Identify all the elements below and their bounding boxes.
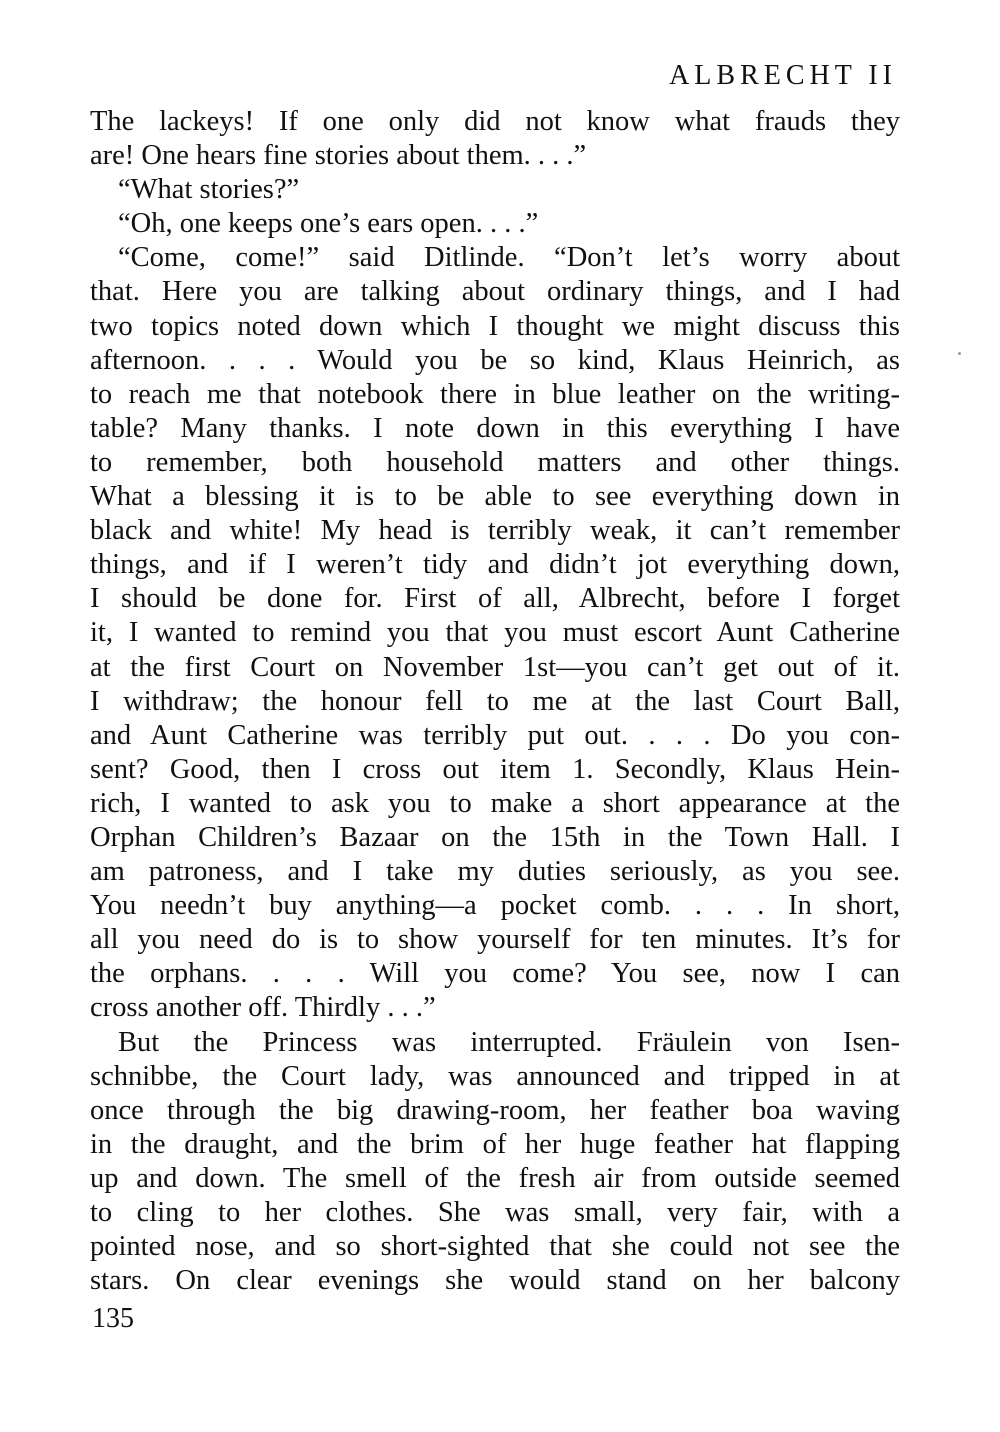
- text-line: that. Here you are talking about ordinary things, and I had: [90, 276, 900, 308]
- text-line: I withdraw; the honour fell to me at the last Court Ball,: [90, 685, 900, 717]
- text-line: in the draught, and the brim of her huge feather hat flapping: [90, 1128, 900, 1160]
- text-line: things, and if I weren’t tidy and didn’t jot everything down,: [90, 549, 900, 581]
- text-line: “What stories?”: [118, 174, 300, 206]
- text-line: “Come, come!” said Ditlinde. “Don’t let’s worry about: [118, 242, 900, 274]
- text-line: The lackeys! If one only did not know what frauds they: [90, 106, 900, 137]
- text-line: What a blessing it is to be able to see everything down in: [90, 481, 900, 513]
- text-line: black and white! My head is terribly weak, it can’t remember: [90, 515, 900, 547]
- text-line: the orphans. . . . Will you come? You see, now I can: [90, 958, 900, 990]
- text-line: table? Many thanks. I note down in this everything I have: [90, 412, 900, 444]
- text-line: stars. On clear evenings she would stand on her balcony: [90, 1265, 900, 1297]
- text-line: once through the big drawing-room, her feather boa waving: [90, 1094, 900, 1126]
- text-line: pointed nose, and so short-sighted that she could not see the: [90, 1231, 900, 1263]
- text-line: are! One hears fine stories about them. . . .”: [90, 140, 587, 172]
- text-line: But the Princess was interrupted. Fräulein von Isen-: [118, 1026, 900, 1058]
- text-line: it, I wanted to remind you that you must escort Aunt Catherine: [90, 617, 900, 649]
- text-line: and Aunt Catherine was terribly put out. . . . Do you con-: [90, 719, 900, 751]
- text-line: I should be done for. First of all, Albrecht, before I forget: [90, 583, 900, 615]
- margin-speck: [958, 352, 961, 355]
- text-line: to reach me that notebook there in blue leather on the writing-: [90, 378, 900, 410]
- text-line: all you need do is to show yourself for ten minutes. It’s for: [90, 924, 900, 956]
- text-line: Orphan Children’s Bazaar on the 15th in the Town Hall. I: [90, 821, 900, 853]
- text-line: to remember, both household matters and other things.: [90, 446, 900, 478]
- text-line: schnibbe, the Court lady, was announced and tripped in at: [90, 1060, 900, 1092]
- text-line: two topics noted down which I thought we might discuss this: [90, 310, 900, 342]
- page-number: 135: [92, 1303, 134, 1334]
- text-line: afternoon. . . . Would you be so kind, Klaus Heinrich, as: [90, 344, 900, 376]
- running-head: ALBRECHT II: [669, 60, 897, 91]
- text-line: to cling to her clothes. She was small, very fair, with a: [90, 1197, 900, 1228]
- text-line: up and down. The smell of the fresh air from outside seemed: [90, 1162, 900, 1194]
- text-line: rich, I wanted to ask you to make a short appearance at the: [90, 787, 900, 819]
- text-line: at the first Court on November 1st—you can’t get out of it.: [90, 651, 900, 683]
- text-line: You needn’t buy anything—a pocket comb. . . . In short,: [90, 890, 900, 922]
- text-line: am patroness, and I take my duties seriously, as you see.: [90, 856, 900, 888]
- text-line: sent? Good, then I cross out item 1. Secondly, Klaus Hein-: [90, 753, 900, 785]
- body-text: [90, 105, 900, 1298]
- text-line: “Oh, one keeps one’s ears open. . . .”: [118, 208, 539, 240]
- text-line: cross another off. Thirdly . . .”: [90, 992, 436, 1024]
